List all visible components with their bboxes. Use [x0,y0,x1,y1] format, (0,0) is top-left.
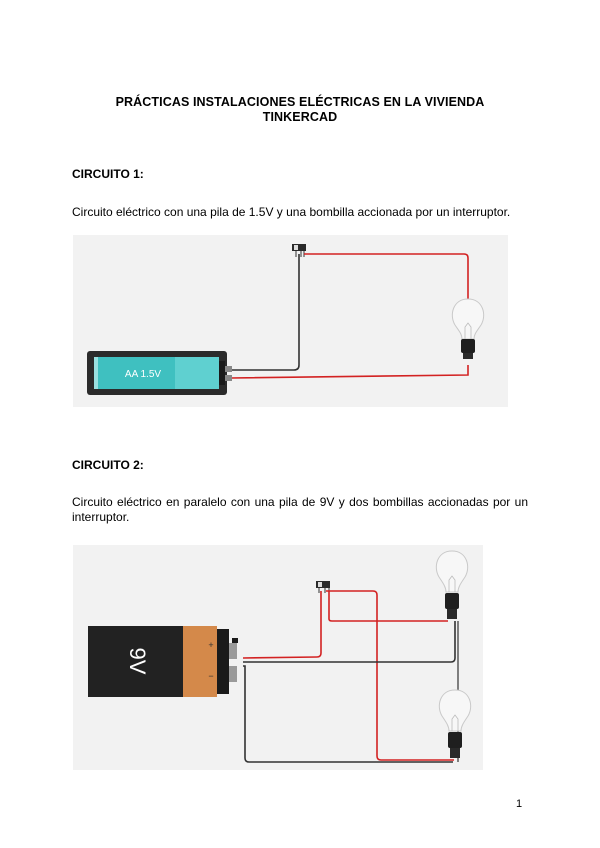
lightbulb-icon [436,551,467,619]
circuit-2-heading: CIRCUITO 2: [72,458,144,472]
battery-plus-terminal: + [208,640,214,650]
page-number: 1 [516,798,523,810]
circuit-2-description: Circuito eléctrico en paralelo con una pila de 9V y dos bombillas accionadas por un interruptor. [72,495,528,524]
lightbulb-icon [439,690,470,758]
lightbulb-icon [452,299,483,359]
circuit-2-diagram [73,545,483,770]
aa-battery-label: AA 1.5V [124,369,162,380]
document-title-line-2: TINKERCAD [262,110,338,124]
circuit-1-description: Circuito eléctrico con una pila de 1.5V y una bombilla accionada por un interruptor. [72,205,511,219]
document-title-line-1: PRÁCTICAS INSTALACIONES ELÉCTRICAS EN LA VIVIENDA [115,95,485,109]
circuit-1-diagram [73,235,508,407]
battery-minus-terminal: − [208,671,214,681]
battery-9v-label: 9V [125,647,151,675]
battery-9v [88,626,238,697]
circuit-1-heading: CIRCUITO 1: [72,167,144,181]
